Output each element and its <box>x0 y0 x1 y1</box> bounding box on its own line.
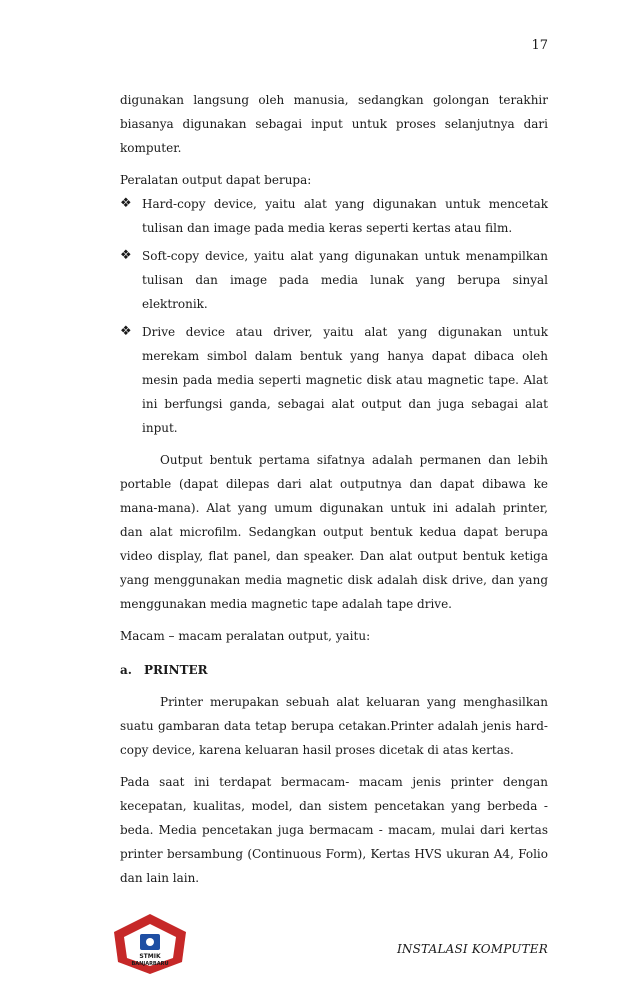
list-item-text: Hard-copy device, yaitu alat yang digunakan untuk mencetak tulisan dan image pada media keras seperti kertas atau film. <box>142 197 548 235</box>
list-item <box>120 244 548 316</box>
paragraph-macam: Macam – macam peralatan output, yaitu: <box>120 629 371 643</box>
list-item <box>120 320 548 440</box>
section-heading-printer <box>120 658 548 682</box>
list-item-text: Drive device atau driver, yaitu alat yang digunakan untuk merekam simbol dalam bentuk yang hanya dapat dibaca oleh mesin pada media seperti magnetic disk atau magnetic tape. Alat ini berfungsi ganda, sebagai alat output dan juga sebagai alat input. <box>142 325 548 435</box>
section-title: PRINTER <box>144 663 208 677</box>
paragraph-output-list-intro: Peralatan output dapat berupa: <box>120 173 312 187</box>
paragraph-output-forms: Output bentuk pertama sifatnya adalah permanen dan lebih portable (dapat dilepas dari alat outputnya dan dapat dibawa ke mana-mana). Alat yang umum digunakan untuk ini adalah printer, dan alat microfilm. Sedangkan output bentuk kedua dapat berupa video display, flat panel, dan speaker. Dan alat output bentuk ketiga yang menggunakan media magnetic disk adalah disk drive, dan yang menggunakan media magnetic tape adalah tape drive. <box>120 453 548 611</box>
diamond-bullet-icon: ❖ <box>120 248 132 263</box>
paragraph-printer-definition: Printer merupakan sebuah alat keluaran yang menghasilkan suatu gambaran data tetap berupa cetakan.Printer adalah jenis hard-copy device, karena keluaran hasil proses dicetak di atas kertas. <box>120 695 548 757</box>
page-number: 17 <box>531 38 548 53</box>
logo-text-stmik: STMIK <box>139 953 161 960</box>
output-device-list <box>120 192 548 440</box>
list-item <box>120 192 548 240</box>
diamond-bullet-icon: ❖ <box>120 196 132 211</box>
stmik-banjarbaru-logo <box>110 912 190 976</box>
logo-text-banjarbaru: BANJARBARU <box>131 961 169 967</box>
logo-disc-icon <box>146 938 154 946</box>
section-label: a. <box>120 663 132 677</box>
document-body <box>120 88 548 890</box>
diamond-bullet-icon: ❖ <box>120 324 132 339</box>
footer-title: INSTALASI KOMPUTER <box>396 942 548 956</box>
paragraph-intro: digunakan langsung oleh manusia, sedangkan golongan terakhir biasanya digunakan sebagai input untuk proses selanjutnya dari komputer. <box>120 93 548 155</box>
paragraph-printer-types: Pada saat ini terdapat bermacam- macam jenis printer dengan kecepatan, kualitas, model, dan sistem pencetakan yang berbeda - beda. Media pencetakan juga bermacam - macam, mulai dari kertas printer bersambung (Continuous Form), Kertas HVS ukuran A4, Folio dan lain lain. <box>120 775 548 885</box>
list-item-text: Soft-copy device, yaitu alat yang digunakan untuk menampilkan tulisan dan image pada media lunak yang berupa sinyal elektronik. <box>142 249 548 311</box>
